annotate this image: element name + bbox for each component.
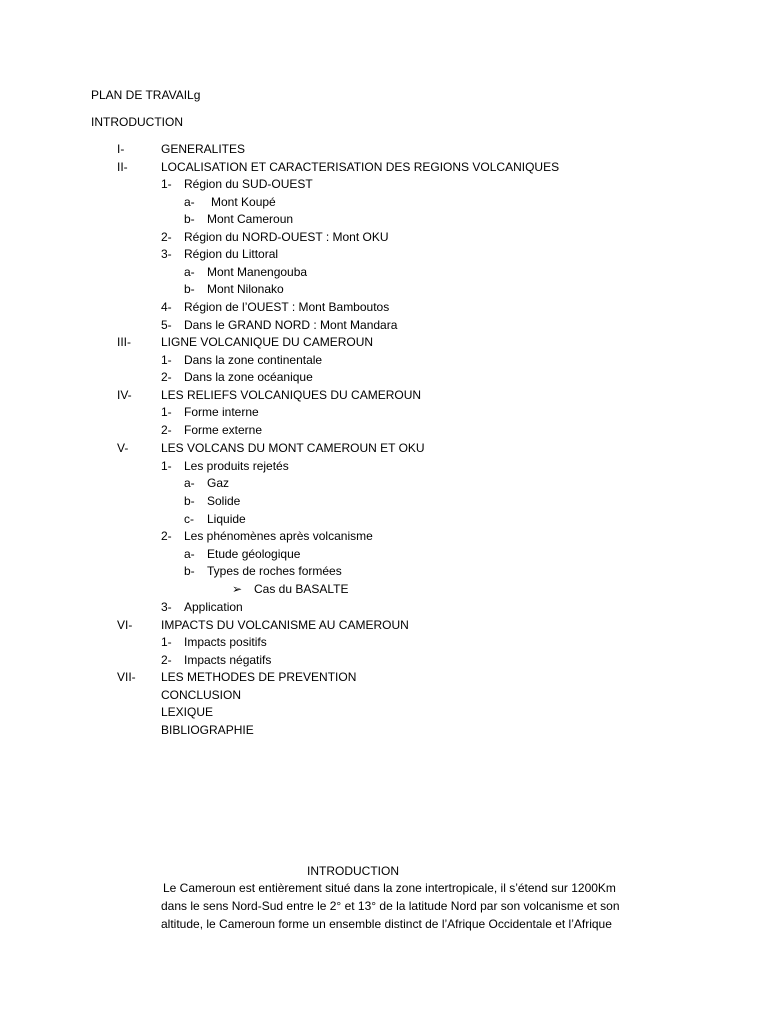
outline-item: Dans le GRAND NORD : Mont Mandara	[184, 318, 398, 332]
outline-item: Application	[184, 600, 243, 614]
outline-number: 1-	[161, 405, 172, 419]
arrow-bullet-icon: ➢	[232, 582, 243, 596]
outline-letter: a-	[184, 476, 195, 490]
outline-number: II-	[117, 160, 128, 174]
outline-item: Etude géologique	[207, 547, 301, 561]
outline-number: 2-	[161, 230, 172, 244]
outline-item: Les produits rejetés	[184, 459, 289, 473]
outline-letter: b-	[184, 212, 195, 226]
plan-title: PLAN DE TRAVAILg	[91, 88, 201, 102]
outline-item: Solide	[207, 494, 241, 508]
outline-item: Mont Manengouba	[207, 265, 308, 279]
outline-item: Région du Littoral	[184, 247, 279, 261]
outline-item: Impacts positifs	[184, 635, 267, 649]
paragraph-line: altitude, le Cameroun forme un ensemble distinct de l’Afrique Occidentale et l’Afrique	[161, 917, 612, 931]
outline-number: 1-	[161, 353, 172, 367]
outline-item: Mont Koupé	[211, 195, 276, 209]
outline-letter: b-	[184, 282, 195, 296]
outline-number: I-	[117, 142, 125, 156]
outline-item: LES METHODES DE PREVENTION	[161, 670, 357, 684]
outline-letter: b-	[184, 564, 195, 578]
outline-item: Impacts négatifs	[184, 653, 272, 667]
outline-number: 2-	[161, 370, 172, 384]
plan-conclusion: CONCLUSION	[161, 688, 242, 702]
paragraph-line: Le Cameroun est entièrement situé dans la zone intertropicale, il s’étend sur 1200Km	[163, 881, 616, 895]
outline-number: V-	[117, 441, 129, 455]
outline-number: VI-	[117, 618, 133, 632]
outline-number: 4-	[161, 300, 172, 314]
outline-number: VII-	[117, 670, 136, 684]
outline-item: Mont Nilonako	[207, 282, 284, 296]
paragraph-line: dans le sens Nord-Sud entre le 2° et 13° de la latitude Nord par son volcanisme et son	[161, 899, 620, 913]
outline-number: 1-	[161, 177, 172, 191]
outline-item: Cas du BASALTE	[254, 582, 349, 596]
outline-number: 2-	[161, 653, 172, 667]
outline-letter: a-	[184, 195, 195, 209]
outline-item: Dans la zone continentale	[184, 353, 323, 367]
introduction-heading: INTRODUCTION	[307, 864, 399, 878]
outline-item: Les phénomènes après volcanisme	[184, 529, 373, 543]
outline-number: IV-	[117, 388, 132, 402]
outline-number: 2-	[161, 423, 172, 437]
outline-number: 3-	[161, 247, 172, 261]
outline-item: Région du SUD-OUEST	[184, 177, 313, 191]
outline-number: III-	[117, 335, 131, 349]
plan-lexique: LEXIQUE	[161, 705, 214, 719]
outline-item: Forme externe	[184, 423, 263, 437]
outline-item: Région de l’OUEST : Mont Bamboutos	[184, 300, 390, 314]
outline-item: Types de roches formées	[207, 564, 342, 578]
outline-letter: b-	[184, 494, 195, 508]
outline-item: Forme interne	[184, 405, 259, 419]
outline-item: LOCALISATION ET CARACTERISATION DES REGIONS VOLCANIQUES	[161, 160, 560, 174]
outline-item: LIGNE VOLCANIQUE DU CAMEROUN	[161, 335, 374, 349]
outline-item: Mont Cameroun	[207, 212, 294, 226]
outline-item: LES VOLCANS DU MONT CAMEROUN ET OKU	[161, 441, 425, 455]
outline-item: Dans la zone océanique	[184, 370, 313, 384]
plan-bibliographie: BIBLIOGRAPHIE	[161, 723, 254, 737]
outline-item: Région du NORD-OUEST : Mont OKU	[184, 230, 389, 244]
outline-number: 1-	[161, 459, 172, 473]
outline-letter: c-	[184, 512, 194, 526]
outline-letter: a-	[184, 547, 195, 561]
outline-item: LES RELIEFS VOLCANIQUES DU CAMEROUN	[161, 388, 422, 402]
outline-number: 3-	[161, 600, 172, 614]
outline-item: Liquide	[207, 512, 246, 526]
outline-number: 2-	[161, 529, 172, 543]
outline-letter: a-	[184, 265, 195, 279]
outline-item: IMPACTS DU VOLCANISME AU CAMEROUN	[161, 618, 409, 632]
outline-number: 1-	[161, 635, 172, 649]
outline-item: GENERALITES	[161, 142, 246, 156]
outline-number: 5-	[161, 318, 172, 332]
plan-introduction: INTRODUCTION	[91, 115, 183, 129]
outline-item: Gaz	[207, 476, 230, 490]
